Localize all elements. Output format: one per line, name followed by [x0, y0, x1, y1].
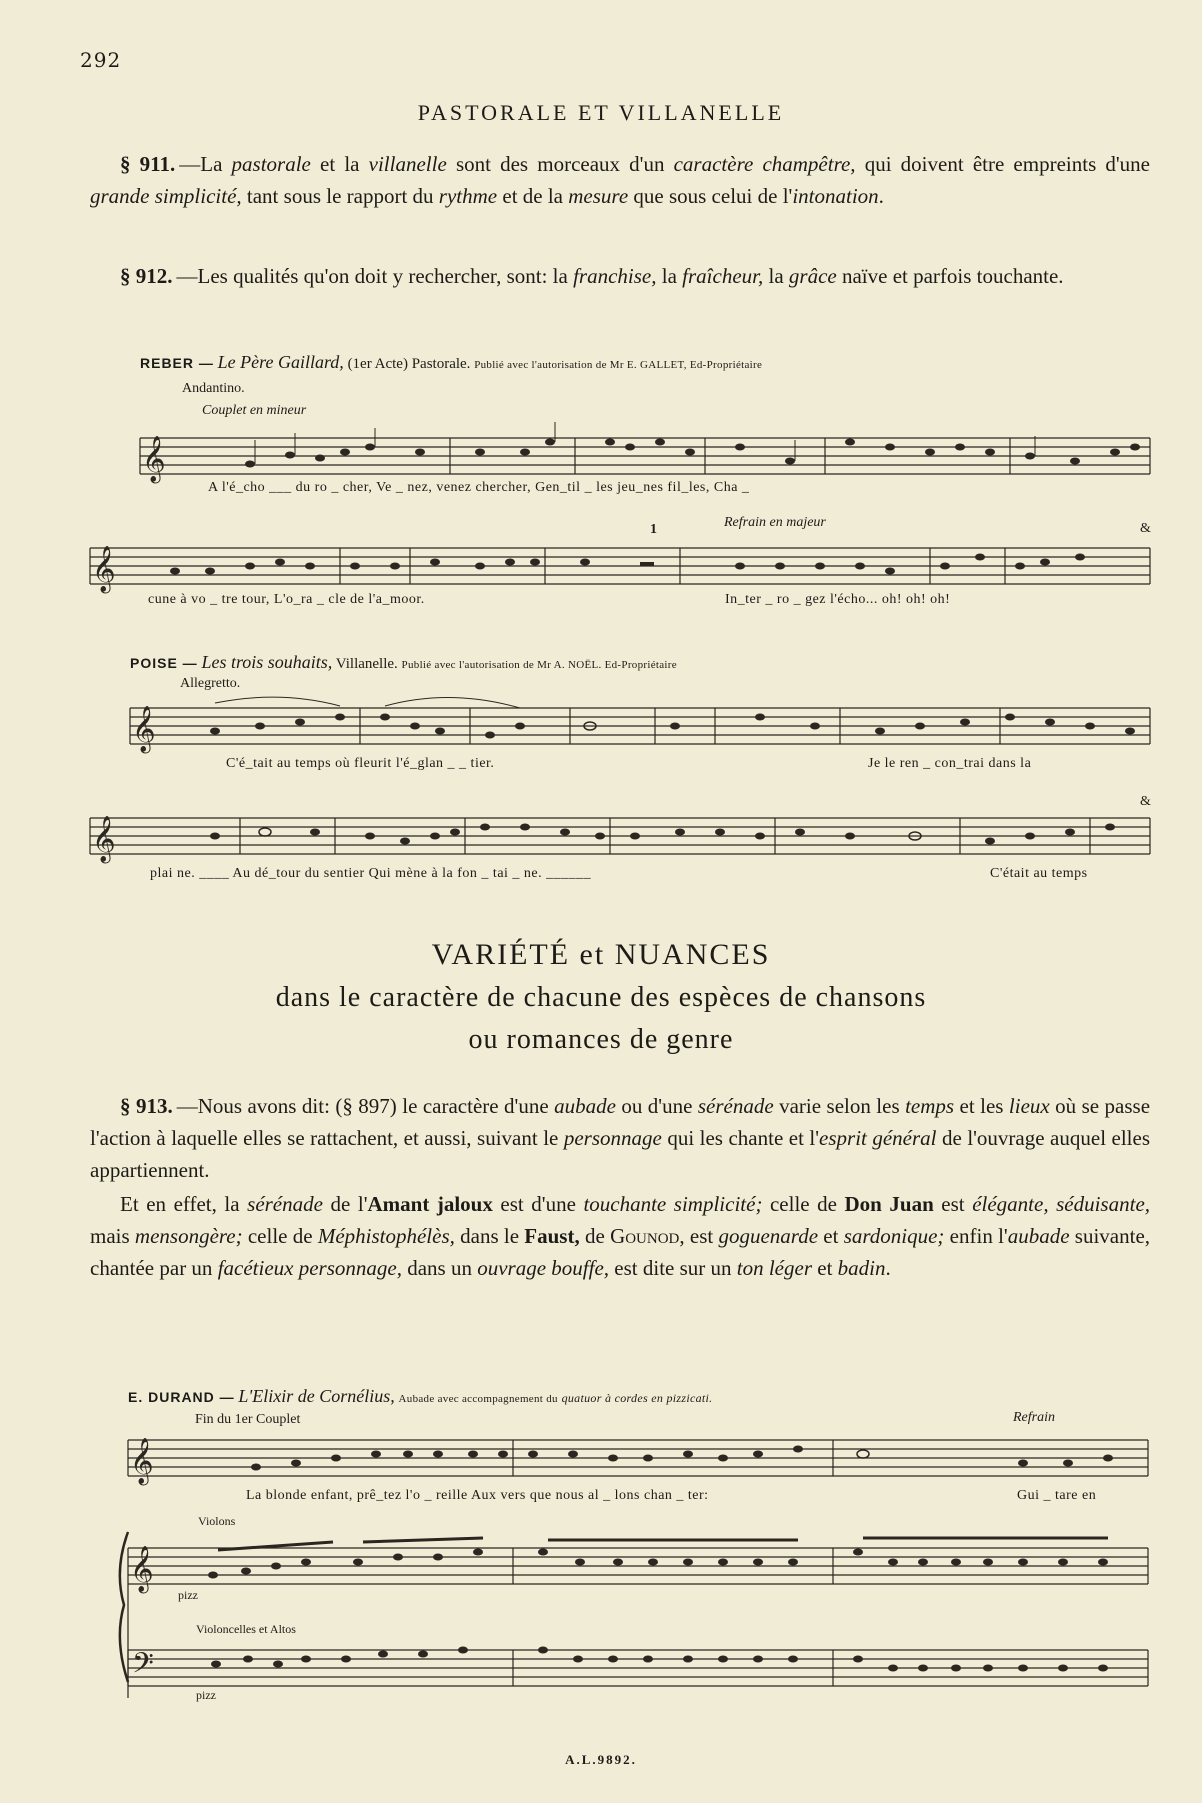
svg-text:𝄞: 𝄞: [92, 816, 116, 862]
paragraph-912: § 912. —Les qualités qu'on doit y rechercher, sont: la franchise, la fraîcheur, la grâce naïve et parfois touchante.: [120, 264, 1064, 288]
section-marking: Couplet en mineur: [202, 403, 307, 418]
continuation-sign: &: [1140, 794, 1151, 809]
subheading: ou romances de genre: [468, 1024, 734, 1055]
music-staff: [80, 808, 1155, 868]
music-staff: [118, 1640, 1158, 1700]
section-title: PASTORALE ET VILLANELLE: [417, 100, 785, 125]
tempo-marking: Andantino.: [182, 381, 245, 396]
lyrics-line: cune à vo _ tre tour, L'o_ra _ cle de l'a_moor.: [148, 592, 425, 607]
lyrics-line: C'é_tait au temps où fleurit l'é_glan _ _ tier.: [226, 756, 495, 771]
paragraph-913-continued: Et en effet, la sérénade de l'Amant jaloux est d'une touchante simplicité; celle de Don Juan est élégante, séduisante, mais mensongère; celle de Méphistophélès, dans le Faust, de Gounod, est goguenarde et sardonique; enfin l'aubade suivante, chantée par un facétieux personnage, dans un ouvrage bouffe, est dite sur un ton léger et badin.: [90, 1192, 1151, 1280]
example-1-caption: REBER — Le Père Gaillard, (1er Acte) Pastorale. Publié avec l'autorisation de Mr E. GALLET, Ed-Propriétaire: [140, 352, 763, 372]
pizzicato-marking: pizz: [196, 1688, 216, 1702]
subheading: dans le caractère de chacune des espèces de chansons: [275, 982, 927, 1013]
lyrics-line: La blonde enfant, prê_tez l'o _ reille Aux vers que nous al _ lons chan _ ter:: [246, 1488, 709, 1503]
svg-text:𝄞: 𝄞: [142, 436, 166, 482]
instrument-label: Violoncelles et Altos: [196, 1622, 296, 1636]
tempo-marking: Fin du 1er Couplet: [195, 1412, 301, 1427]
page-number: 292: [80, 48, 122, 72]
continuation-sign: &: [1140, 521, 1151, 536]
paragraph-913: § 913. —Nous avons dit: (§ 897) le caractère d'une aubade ou d'une sérénade varie selon les temps et les lieux où se passe l'action à laquelle elles se rattachent, et aussi, suivant le personnage qui les chante et l'esprit général de l'ouvrage auquel elles appartiennent.: [90, 1094, 1151, 1182]
section-number: § 911.: [120, 152, 176, 176]
refrain-marking: Refrain: [1013, 1410, 1055, 1425]
paragraph-911: § 911. —La pastorale et la villanelle sont des morceaux d'un caractère champêtre, qui doivent être empreints d'une grande simplicité, tant sous le rapport du rythme et de la mesure que sous celui de l'intonation.: [90, 152, 1150, 208]
lyrics-line: In_ter _ ro _ gez l'écho... oh! oh! oh!: [725, 592, 951, 607]
lyrics-line: Gui _ tare en: [1017, 1488, 1097, 1503]
svg-text:𝄞: 𝄞: [130, 1546, 154, 1592]
music-staff: [118, 1430, 1158, 1490]
refrain-marking: Refrain en majeur: [724, 515, 826, 530]
svg-text:𝄞: 𝄞: [130, 1438, 154, 1484]
example-3-caption: E. DURAND — L'Elixir de Cornélius, Aubade avec accompagnement du quatuor à cordes en pizzicati.: [128, 1386, 713, 1406]
instrument-label: Violons: [198, 1514, 236, 1528]
section-number: § 913.: [120, 1094, 173, 1118]
section-number: § 912.: [120, 264, 173, 288]
music-staff: [118, 1538, 1158, 1598]
measure-number: 1: [650, 522, 657, 537]
plate-number: A.L.9892.: [565, 1752, 637, 1767]
lyrics-line: plai ne. ____ Au dé_tour du sentier Qui mène à la fon _ tai _ ne. ______: [150, 866, 592, 881]
music-staff: [130, 428, 1155, 488]
music-staff: [80, 538, 1155, 598]
music-staff: [120, 698, 1155, 758]
svg-text:𝄢: 𝄢: [132, 1647, 154, 1687]
lyrics-line: A l'é_cho ___ du ro _ cher, Ve _ nez, venez chercher, Gen_til _ les jeu_nes fil_les, Cha _: [208, 480, 750, 495]
example-2-caption: POISE — Les trois souhaits, Villanelle. Publié avec l'autorisation de Mr A. NOËL. Ed-Propriétaire: [130, 652, 677, 672]
svg-text:𝄞: 𝄞: [92, 546, 116, 592]
tempo-marking: Allegretto.: [180, 676, 241, 691]
lyrics-line: C'était au temps: [990, 866, 1088, 881]
svg-text:𝄞: 𝄞: [132, 706, 156, 752]
pizzicato-marking: pizz: [178, 1588, 198, 1602]
lyrics-line: Je le ren _ con_trai dans la: [868, 756, 1032, 771]
heading: VARIÉTÉ et NUANCES: [431, 938, 771, 971]
